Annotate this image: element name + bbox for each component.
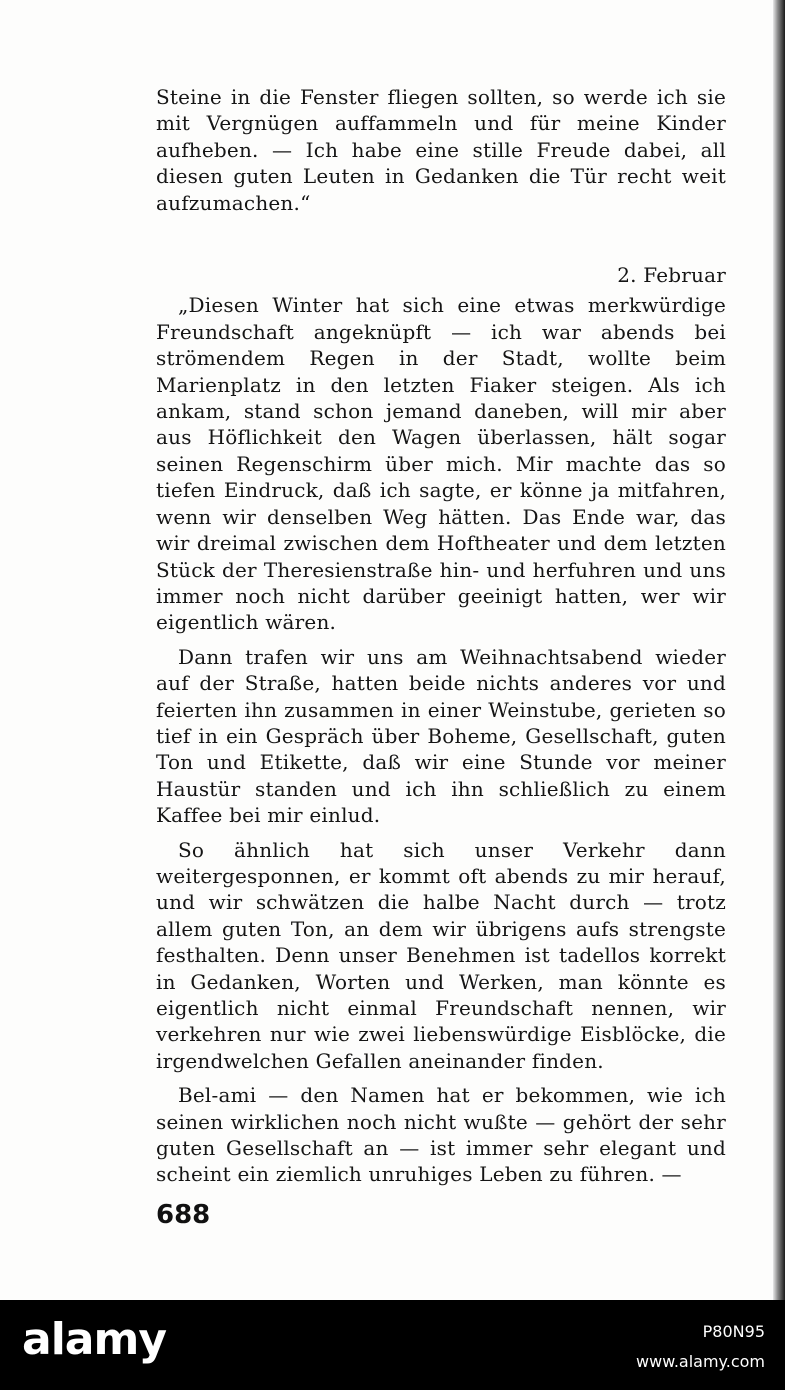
page-number: 688 [156, 1200, 211, 1230]
site-url: www.alamy.com [636, 1352, 765, 1371]
image-id: P80N95 [702, 1322, 765, 1341]
brand-logo: alamy [22, 1314, 166, 1365]
text-block [156, 84, 726, 1188]
page-edge-shadow [773, 0, 785, 1300]
paragraph-3: So ähnlich hat sich unser Verkehr dann weitergesponnen, er kommt oft abends zu mir herauf, und wir schwätzen die halbe Nacht durch — trotz allem guten Ton, an dem wir übrigens aufs strengste festhalten. Denn unser Benehmen ist tadellos korrekt in Gedanken, Worten und Werken, man könnte es eigentlich nicht einmal Freundschaft nennen, wir verkehren nur wie zwei liebenswürdige Eisblöcke, die irgendwelchen Gefallen aneinander finden. [156, 837, 726, 1073]
watermark-footer [0, 1300, 785, 1390]
paragraph-1: „Diesen Winter hat sich eine etwas merkwürdige Freundschaft angeknüpft — ich war abends bei strömendem Regen in der Stadt, wollte beim Marienplatz in den letzten Fiaker steigen. Als ich ankam, stand schon jemand daneben, will mir aber aus Höflichkeit den Wagen überlassen, hält sogar seinen Regenschirm über mich. Mir machte das so tiefen Eindruck, daß ich sagte, er könne ja mitfahren, wenn wir denselben Weg hätten. Das Ende war, das wir dreimal zwischen dem Hoftheater und dem letzten Stück der Theresienstraße hin- und herfuhren und uns immer noch nicht darüber geeinigt hatten, wer wir eigentlich wären. [156, 293, 726, 635]
opening-paragraph: Steine in die Fenster fliegen sollten, so werde ich sie mit Vergnügen auffammeln und für meine Kinder aufheben. — Ich habe eine stille Freude dabei, all diesen guten Leuten in Gedanken die Tür recht weit aufzumachen.“ [156, 85, 726, 215]
paragraph-4: Bel-ami — den Namen hat er bekommen, wie ich seinen wirklichen noch nicht wußte — gehört der sehr guten Gesellschaft an — ist immer sehr elegant und scheint ein ziemlich unruhiges Leben zu führen. — [156, 1083, 726, 1187]
dateline: 2. Februar [617, 263, 726, 288]
paragraph-2: Dann trafen wir uns am Weihnachtsabend wieder auf der Straße, hatten beide nichts anderes vor und feierten ihn zusammen in einer Weinstube, gerieten so tief in ein Gespräch über Boheme, Gesellschaft, guten Ton und Etikette, daß wir eine Stunde vor meiner Haustür standen und ich ihn schließlich zu einem Kaffee bei mir einlud. [156, 644, 726, 828]
